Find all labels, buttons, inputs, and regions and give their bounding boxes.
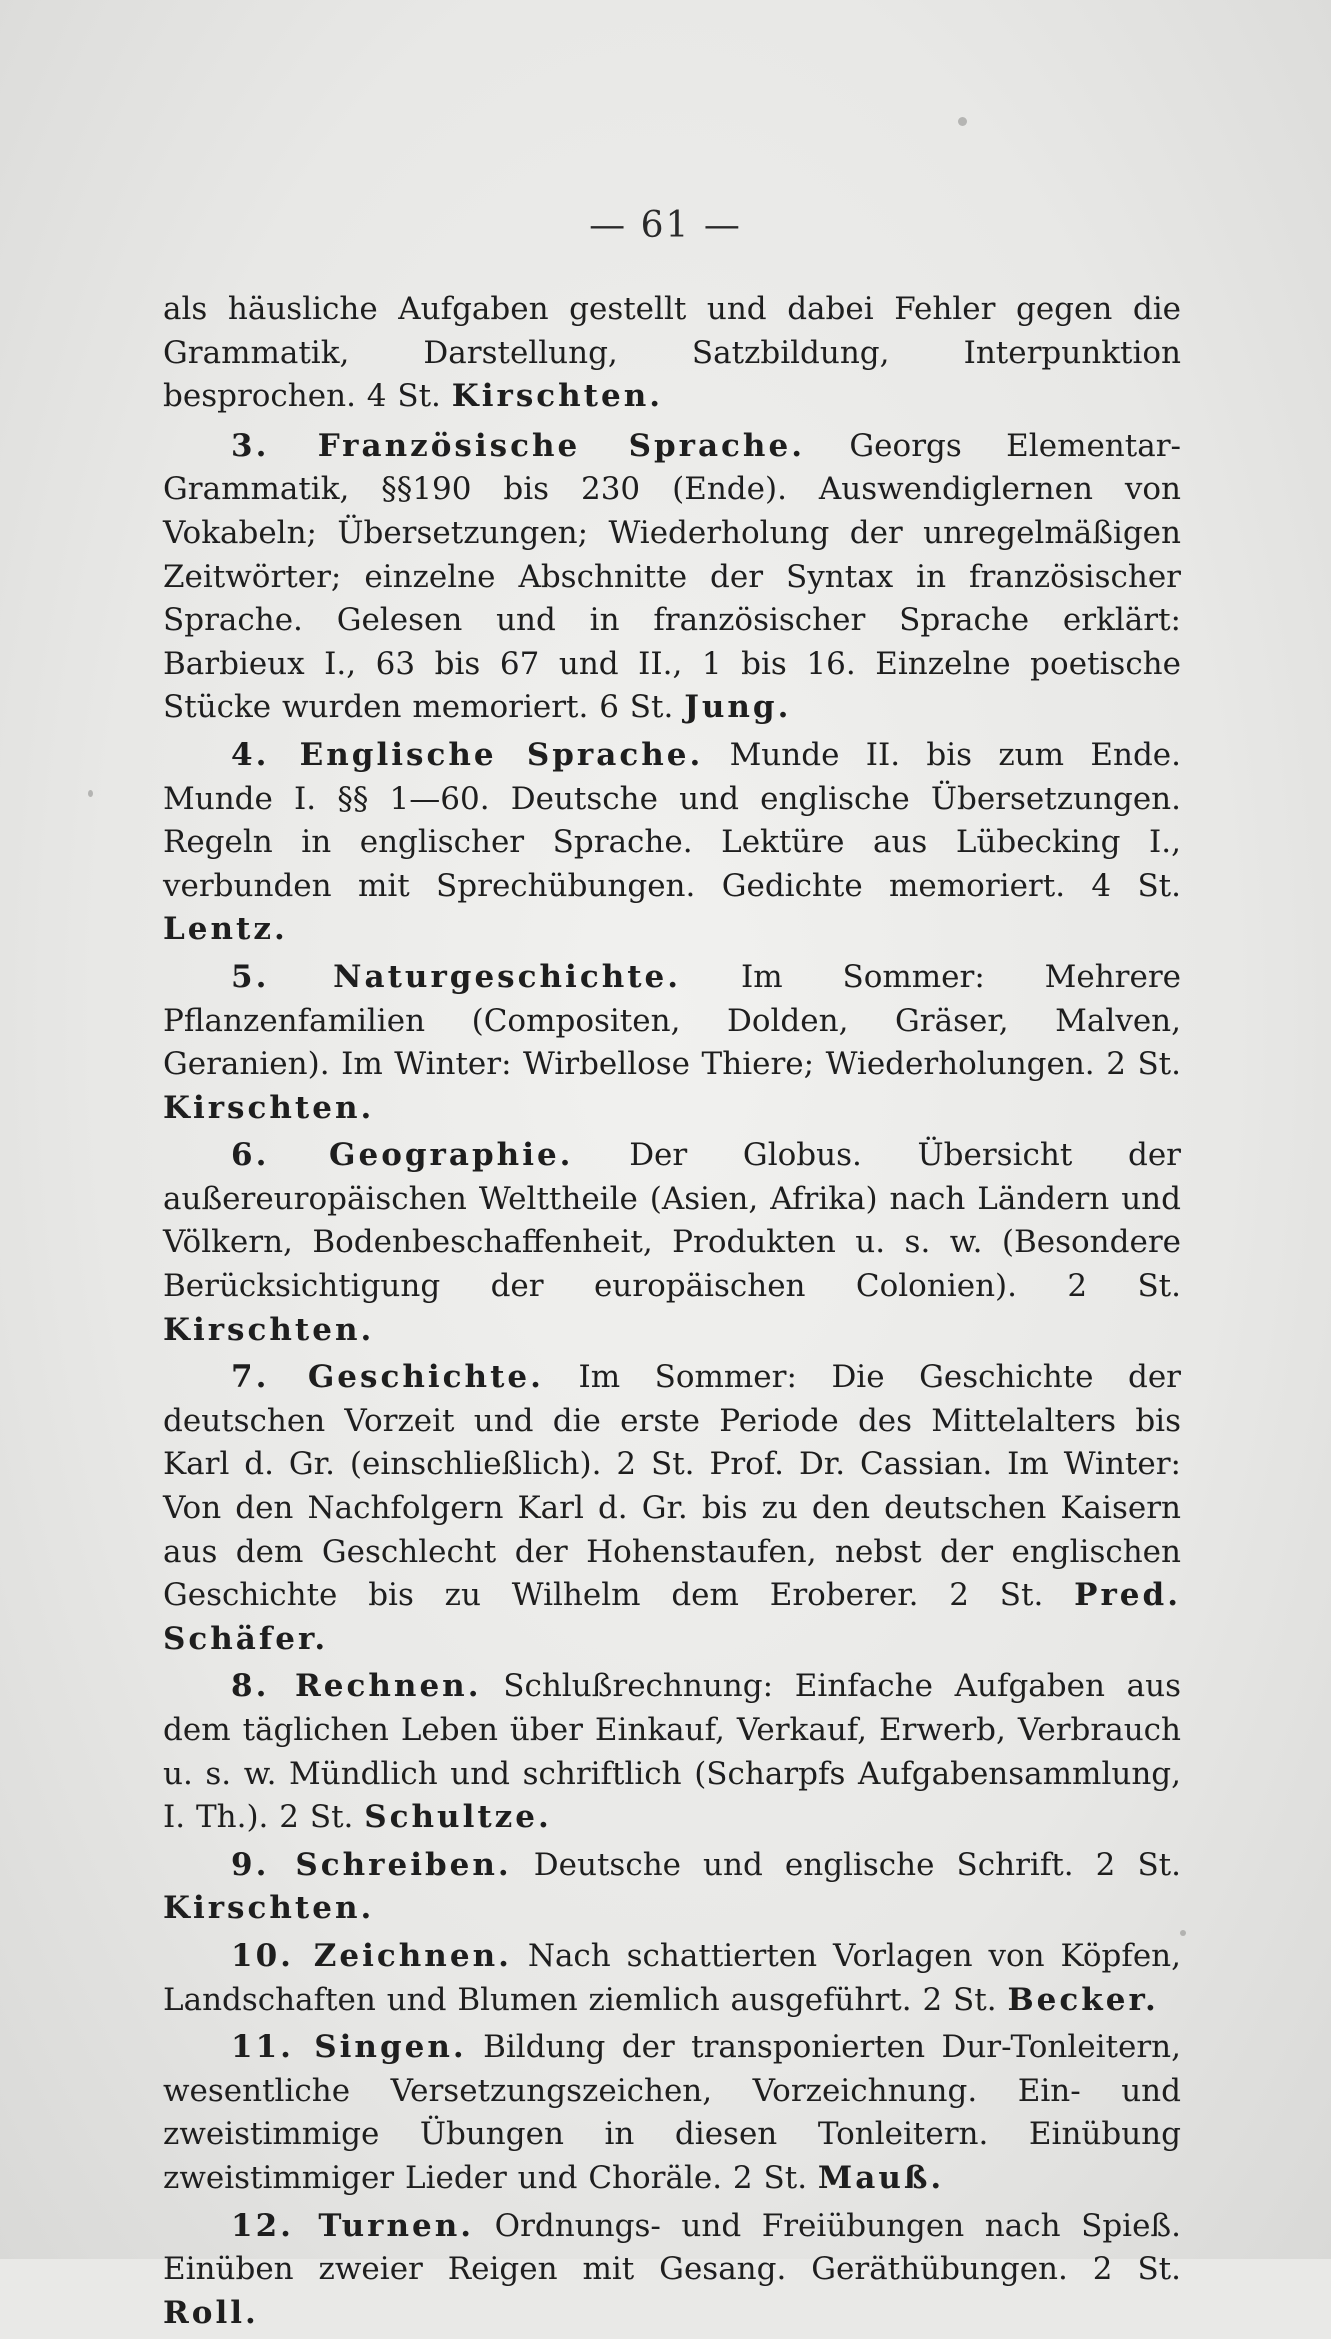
section-heading: 10. Zeichnen.	[231, 1937, 512, 1974]
section-natural-history	[163, 956, 1181, 1130]
intro-text: als häusliche Aufgaben gestellt und dabei Fehler gegen die Grammatik, Darstellung, Satzbildung, Interpunktion besprochen. 4 St.	[163, 291, 1181, 415]
section-heading: 5. Naturgeschichte.	[231, 958, 682, 995]
section-teacher: Lentz.	[163, 911, 288, 948]
section-teacher: Kirschten.	[163, 1890, 375, 1927]
section-teacher: Kirschten.	[163, 1089, 375, 1126]
section-french	[163, 425, 1181, 730]
section-text: Ordnungs- und Freiübungen nach Spieß. Einüben zweier Reigen mit Gesang. Geräthübungen. 2 St.	[163, 2207, 1181, 2288]
section-singing	[163, 2026, 1181, 2200]
section-history	[163, 1356, 1181, 1661]
paper-speck	[88, 790, 93, 797]
section-text: Deutsche und englische Schrift. 2 St.	[533, 1846, 1181, 1883]
section-drawing	[163, 1935, 1181, 2022]
section-teacher: Schultze.	[364, 1799, 552, 1836]
section-heading: 11. Singen.	[231, 2029, 467, 2066]
section-writing	[163, 1844, 1181, 1931]
section-heading: 9. Schreiben.	[231, 1846, 512, 1883]
section-text: Nach schattierten Vorlagen von Köpfen, Landschaften und Blumen ziemlich ausgeführt. 2 St.	[163, 1937, 1181, 2018]
page-body	[163, 288, 1181, 2339]
section-heading: 4. Englische Sprache.	[231, 736, 704, 773]
section-heading: 6. Geographie.	[231, 1137, 574, 1174]
section-arithmetic	[163, 1665, 1181, 1839]
section-text: Bildung der transponierten Dur-Tonleitern, wesentliche Versetzungszeichen, Vorzeichnung. Ein- und zweistimmige Übungen in diesen Tonleitern. Einübung zweistimmiger Lieder und Choräle. 2 St.	[163, 2029, 1181, 2196]
section-text: Im Sommer: Mehrere Pflanzenfamilien (Compositen, Dolden, Gräser, Malven, Geranien). Im Winter: Wirbellose Thiere; Wiederholungen. 2 St.	[163, 958, 1182, 1083]
intro-teacher: Kirschten.	[451, 378, 664, 415]
page-number: — 61 —	[589, 205, 742, 246]
section-geography	[163, 1134, 1181, 1352]
section-teacher: Pred. Schäfer.	[163, 1577, 1181, 1657]
section-teacher: Becker.	[1007, 1981, 1159, 2018]
section-heading: 3. Französische Sprache.	[231, 427, 805, 464]
paper-speck	[958, 117, 967, 126]
section-teacher: Kirschten.	[163, 1311, 375, 1348]
section-text: Georgs Elementar-Grammatik, §§190 bis 230 (Ende). Auswendiglernen von Vokabeln; Übersetzungen; Wiederholung der unregelmäßigen Zeitwörter; einzelne Abschnitte der Syntax in französischer Sprache. Gelesen und in französischer Sprache erklärt: Barbieux I., 63 bis 67 und II., 1 bis 16. Einzelne poetische Stücke wurden memoriert. 6 St.	[163, 427, 1182, 726]
section-heading: 8. Rechnen.	[231, 1668, 482, 1705]
section-text: Schlußrechnung: Einfache Aufgaben aus dem täglichen Leben über Einkauf, Verkauf, Erwerb, Verbrauch u. s. w. Mündlich und schriftlich (Scharpfs Aufgabensammlung, I. Th.). 2 St.	[163, 1668, 1181, 1836]
section-text: Der Globus. Übersicht der außereuropäischen Welttheile (Asien, Afrika) nach Ländern und Völkern, Bodenbeschaffenheit, Produkten u. s. w. (Besondere Berücksichtigung der europäischen Colonien). 2 St.	[163, 1137, 1181, 1305]
section-teacher: Mauß.	[817, 2159, 945, 2196]
section-text: Im Sommer: Die Geschichte der deutschen Vorzeit und die erste Periode des Mittelalters bis Karl d. Gr. (einschließlich). 2 St. Prof. Dr. Cassian. Im Winter: Von den Nachfolgern Karl d. Gr. bis zu den deutschen Kaisern aus dem Geschlecht der Hohenstaufen, nebst der englischen Geschichte bis zu Wilhelm dem Eroberer. 2 St.	[163, 1359, 1182, 1614]
section-teacher: Jung.	[684, 689, 792, 726]
section-heading: 12. Turnen.	[231, 2207, 475, 2244]
section-teacher: Roll.	[163, 2294, 259, 2331]
section-gymnastics	[163, 2205, 1181, 2336]
section-english	[163, 734, 1181, 952]
section-text: Munde II. bis zum Ende. Munde I. §§ 1—60. Deutsche und englische Übersetzungen. Regeln in englischer Sprache. Lektüre aus Lübecking I., verbunden mit Sprechübungen. Gedichte memoriert. 4 St.	[163, 736, 1181, 904]
section-heading: 7. Geschichte.	[231, 1359, 544, 1396]
intro-paragraph	[163, 288, 1181, 419]
